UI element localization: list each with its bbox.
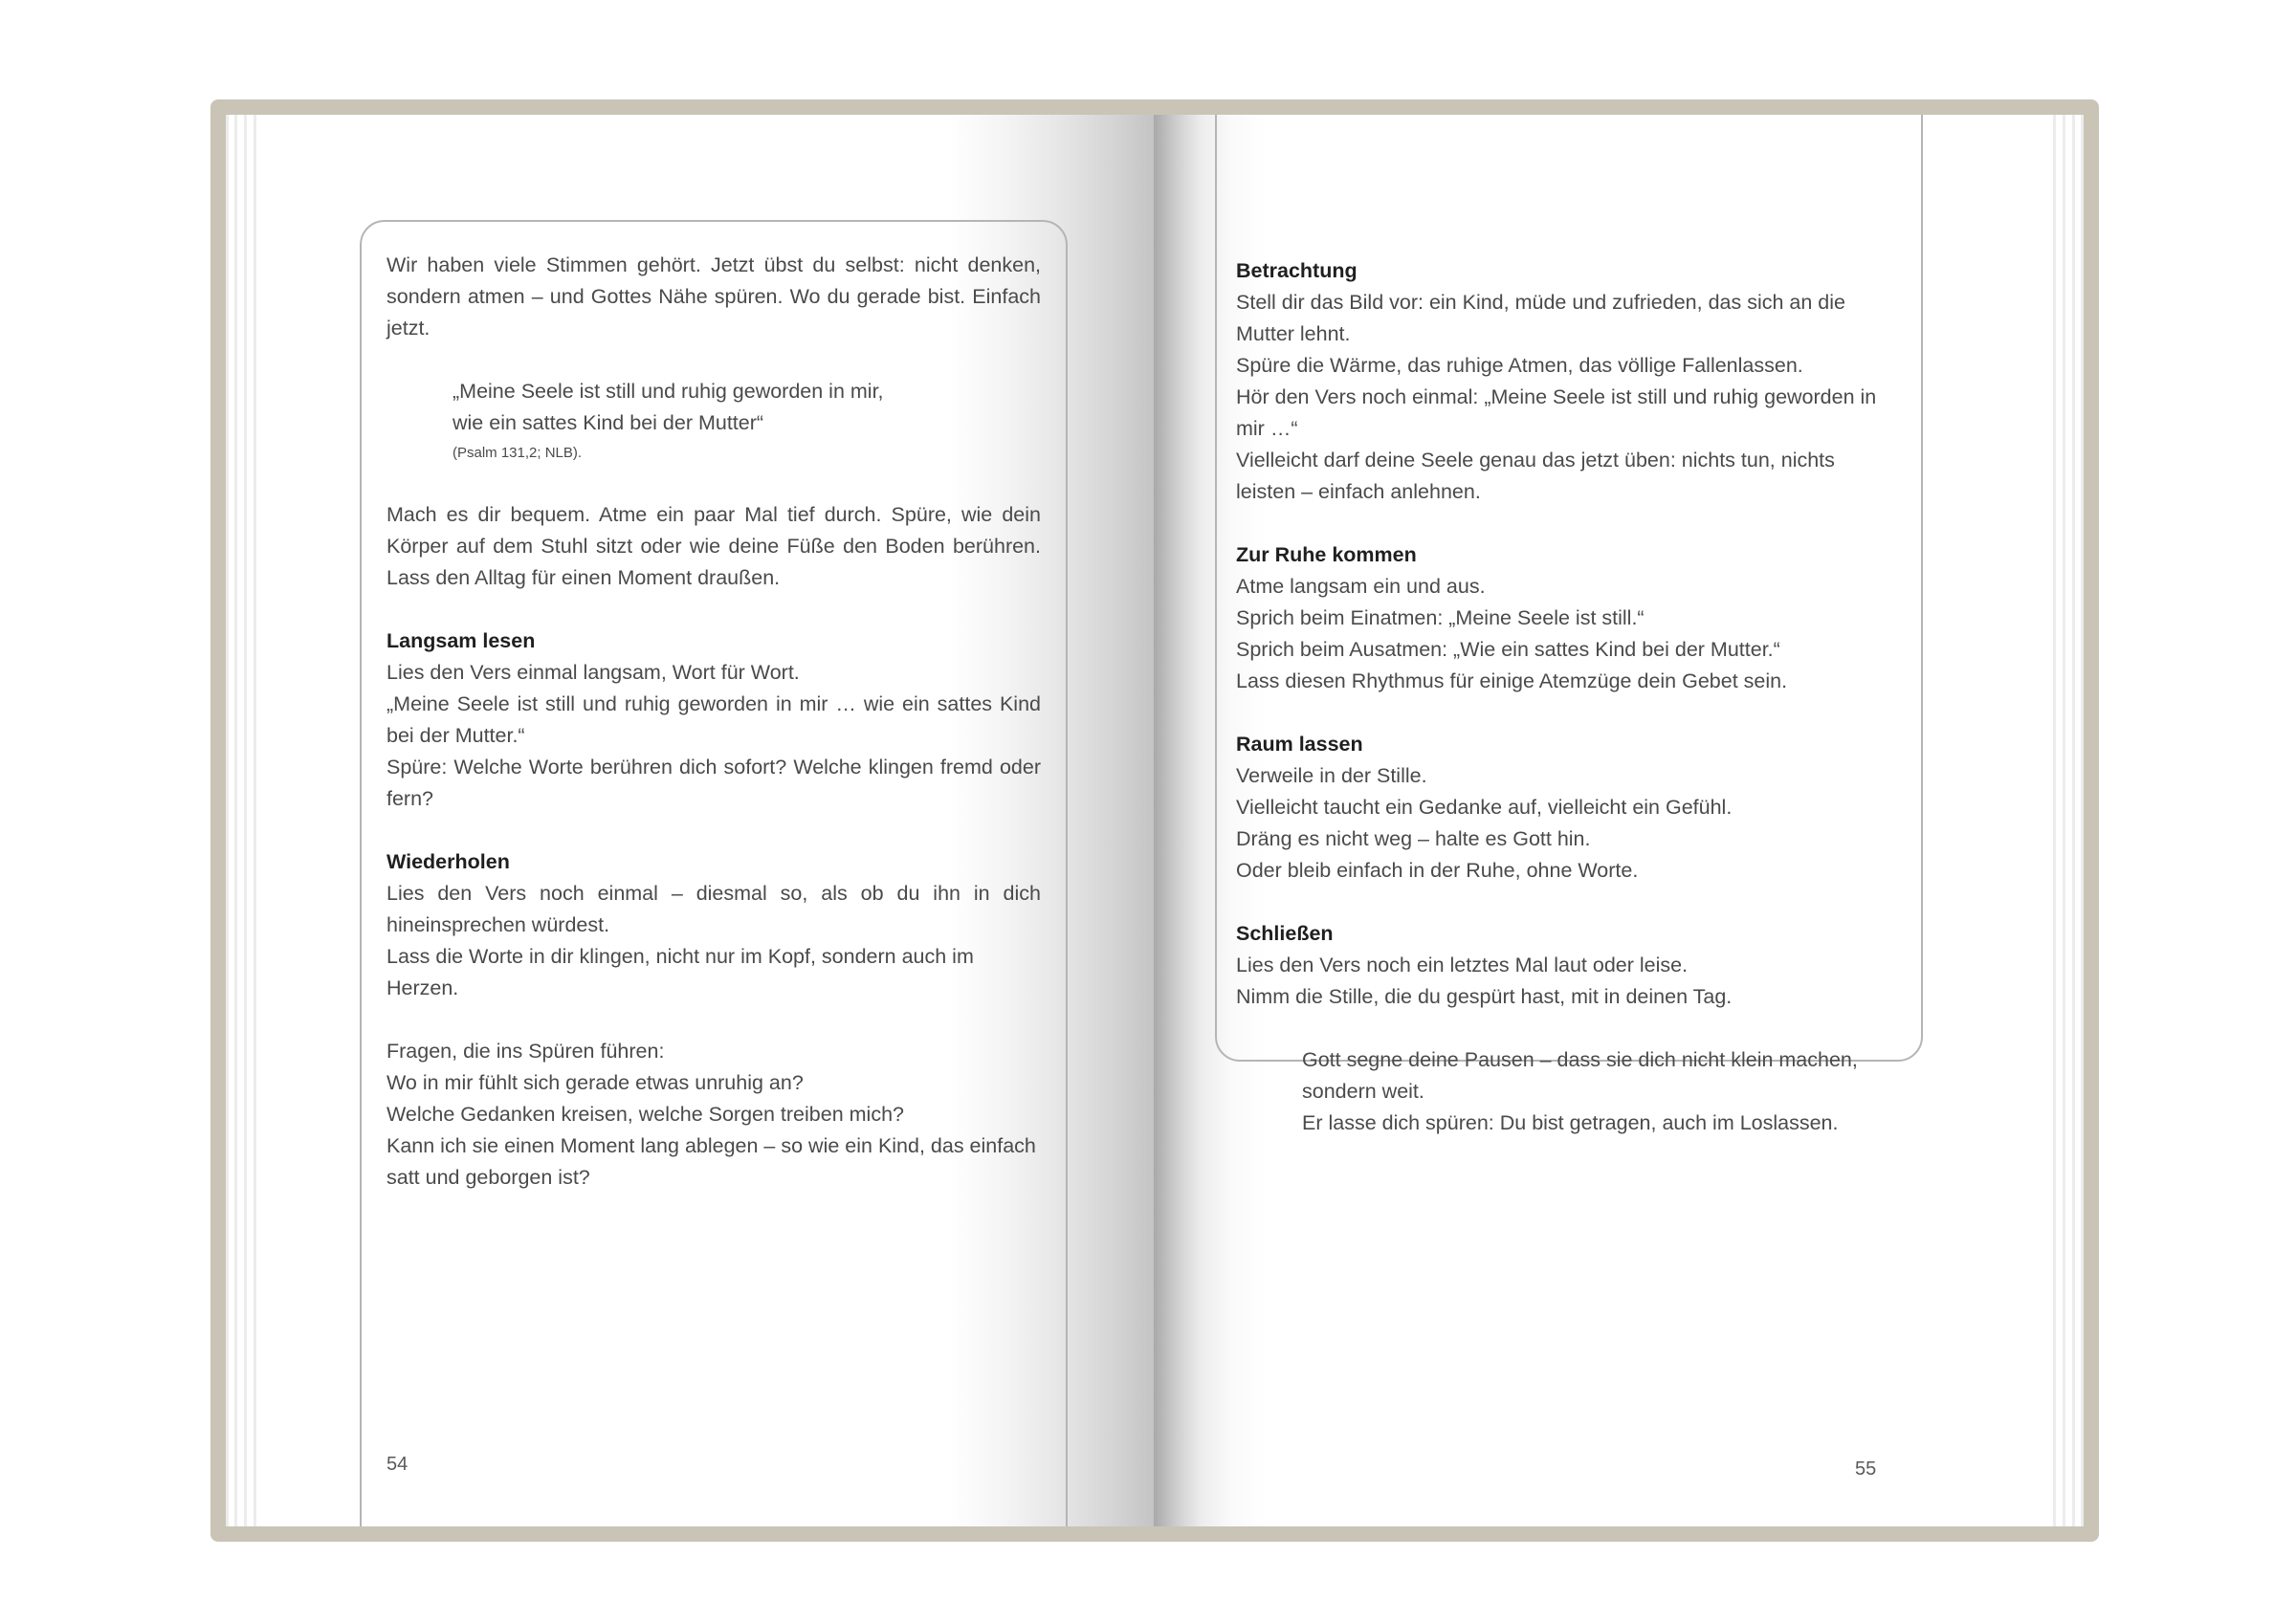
right-page [1154,115,2084,1526]
blessing-line: Er lasse dich spüren: Du bist getragen, auch im Loslassen. [1302,1111,1839,1134]
question-line: Kann ich sie einen Moment lang ablegen – so wie ein Kind, das einfach satt und geborgen ist? [386,1134,1036,1189]
page-edges-left [226,115,264,1526]
body-line: Lies den Vers noch einmal – diesmal so, als ob du ihn in dich hineinsprechen würdest. [386,882,1041,936]
body-line: Dräng es nicht weg – halte es Gott hin. [1236,827,1591,850]
section-heading: Raum lassen [1236,733,1363,756]
questions-intro: Fragen, die ins Spüren führen: [386,1040,665,1063]
body-line: Atme langsam ein und aus. [1236,575,1486,598]
body-line: „Meine Seele ist still und ruhig geworden in mir … wie ein sattes Kind bei der Mutter.“ [386,692,1041,747]
body-paragraph: Mach es dir bequem. Atme ein paar Mal tief durch. Spüre, wie dein Körper auf dem Stuhl sitzt oder wie deine Füße den Boden berühren. Lass den Alltag für einen Moment draußen. [386,503,1041,589]
body-line: Lass diesen Rhythmus für einige Atemzüge dein Gebet sein. [1236,669,1788,692]
body-line: Sprich beim Ausatmen: „Wie ein sattes Kind bei der Mutter.“ [1236,638,1780,661]
section-heading: Zur Ruhe kommen [1236,543,1417,566]
section-heading: Schließen [1236,922,1334,945]
page-number: 55 [1855,1459,1877,1480]
body-line: Stell dir das Bild vor: ein Kind, müde und zufrieden, das sich an die Mutter lehnt. [1236,291,1846,345]
body-line: Oder bleib einfach in der Ruhe, ohne Worte. [1236,859,1639,882]
body-line: Spüre die Wärme, das ruhige Atmen, das völlige Fallenlassen. [1236,354,1803,377]
body-line: Sprich beim Einatmen: „Meine Seele ist still.“ [1236,606,1645,629]
question-line: Wo in mir fühlt sich gerade etwas unruhig an? [386,1071,804,1094]
body-line: Verweile in der Stille. [1236,764,1427,787]
body-line: Lass die Worte in dir klingen, nicht nur im Kopf, sondern auch im Herzen. [386,945,974,999]
psalm-quote-line: „Meine Seele ist still und ruhig geworden in mir, [453,380,884,403]
blessing-line: Gott segne deine Pausen – dass sie dich nicht klein machen, [1302,1048,1858,1071]
section-heading: Langsam lesen [386,629,536,652]
body-line: Lies den Vers noch ein letztes Mal laut oder leise. [1236,954,1689,976]
body-line: Spüre: Welche Worte berühren dich sofort? Welche klingen fremd oder fern? [386,756,1041,810]
question-line: Welche Gedanken kreisen, welche Sorgen treiben mich? [386,1103,904,1126]
body-line: Nimm die Stille, die du gespürt hast, mit in deinen Tag. [1236,985,1733,1008]
left-page [226,115,1154,1526]
body-line: Vielleicht darf deine Seele genau das jetzt üben: nichts tun, nichts leisten – einfach anlehnen. [1236,449,1835,503]
psalm-quote-line: wie ein sattes Kind bei der Mutter“ [453,411,764,434]
left-page-text [386,250,1041,1194]
body-line: Vielleicht taucht ein Gedanke auf, vielleicht ein Gefühl. [1236,796,1733,819]
page-edges-right [2045,115,2084,1526]
page-number: 54 [386,1454,408,1475]
body-line: Hör den Vers noch einmal: „Meine Seele ist still und ruhig geworden in mir …“ [1236,385,1877,440]
section-heading: Wiederholen [386,850,510,873]
intro-paragraph: Wir haben viele Stimmen gehört. Jetzt übst du selbst: nicht denken, sondern atmen – und Gottes Nähe spüren. Wo du gerade bist. Einfach jetzt. [386,253,1041,340]
section-heading: Betrachtung [1236,259,1358,282]
blessing-line: sondern weit. [1302,1080,1424,1103]
body-line: Lies den Vers einmal langsam, Wort für Wort. [386,661,800,684]
right-page-text [1236,255,1896,1139]
psalm-citation: (Psalm 131,2; NLB). [453,445,583,461]
